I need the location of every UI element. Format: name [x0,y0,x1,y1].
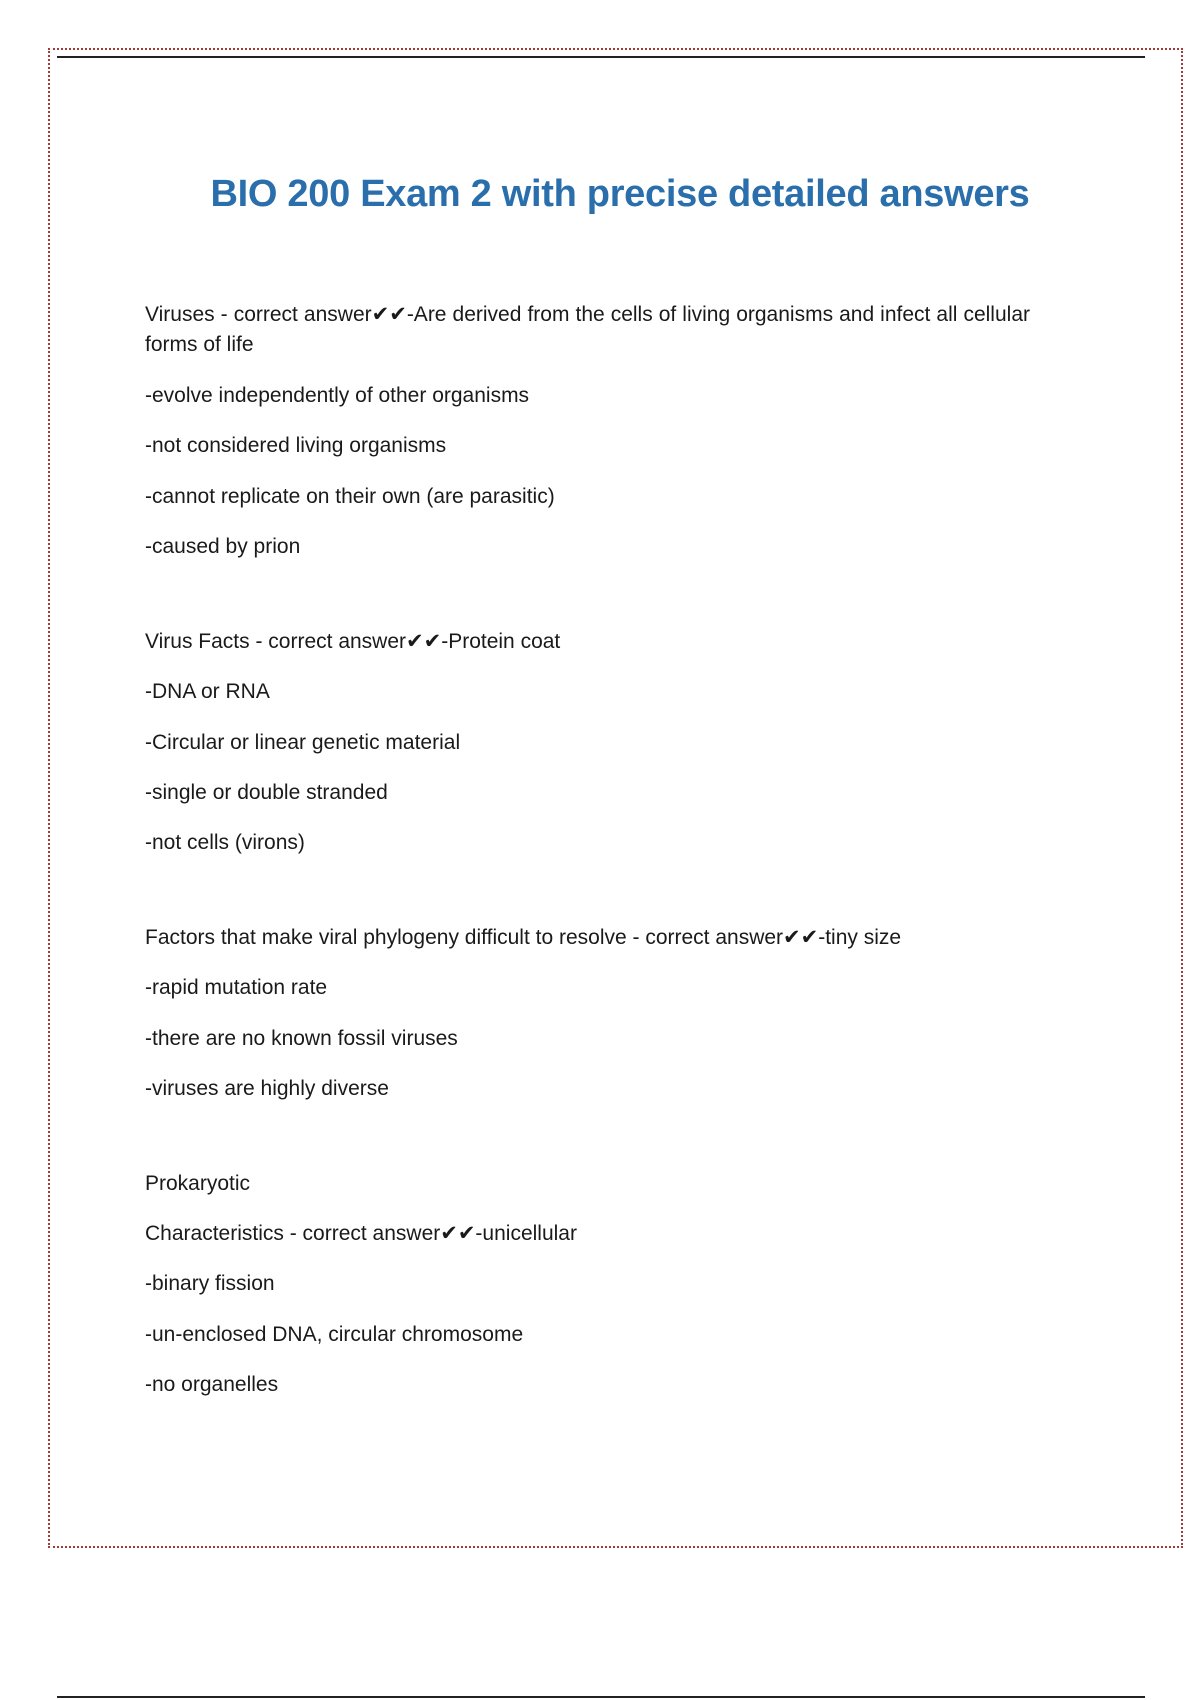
answer-line: -not considered living organisms [145,434,447,458]
answer-line: -binary fission [145,1272,275,1296]
answer-line: -there are no known fossil viruses [145,1026,458,1050]
answer-line: -viruses are highly diverse [145,1077,389,1101]
question-line: Factors that make viral phylogeny difficult to resolve - correct answer✔✔-tiny size [145,925,902,949]
answer-line: -no organelles [145,1373,279,1397]
header-rule [57,56,1145,58]
answer-line: -evolve independently of other organisms [145,383,530,407]
section-divider [145,1125,1030,1169]
section-virus-facts [145,627,1030,859]
question-line: Viruses - correct answer✔✔-Are derived from the cells of living organisms and infect all cellular forms of life [145,303,1030,357]
section-divider [145,879,1030,923]
question-line: Virus Facts - correct answer✔✔-Protein coat [145,629,561,653]
answer-line: -caused by prion [145,535,301,559]
question-line: Characteristics - correct answer✔✔-unicellular [145,1222,577,1245]
answer-line: -DNA or RNA [145,680,270,704]
question-line: Prokaryotic [145,1171,251,1195]
section-viral-phylogeny [145,923,1030,1105]
answer-line: -cannot replicate on their own (are parasitic) [145,484,555,508]
footer-rule [57,1696,1145,1698]
answer-line: -un-enclosed DNA, circular chromosome [145,1322,524,1346]
answer-line: -single or double stranded [145,780,388,804]
answer-line: -Circular or linear genetic material [145,730,461,754]
section-viruses [145,300,1030,563]
section-divider [145,583,1030,627]
page-title: BIO 200 Exam 2 with precise detailed answers [210,173,1030,216]
answer-line: -rapid mutation rate [145,976,328,1000]
document-body [145,300,1030,1421]
answer-line: -not cells (virons) [145,831,305,855]
section-prokaryotic [145,1169,1030,1401]
